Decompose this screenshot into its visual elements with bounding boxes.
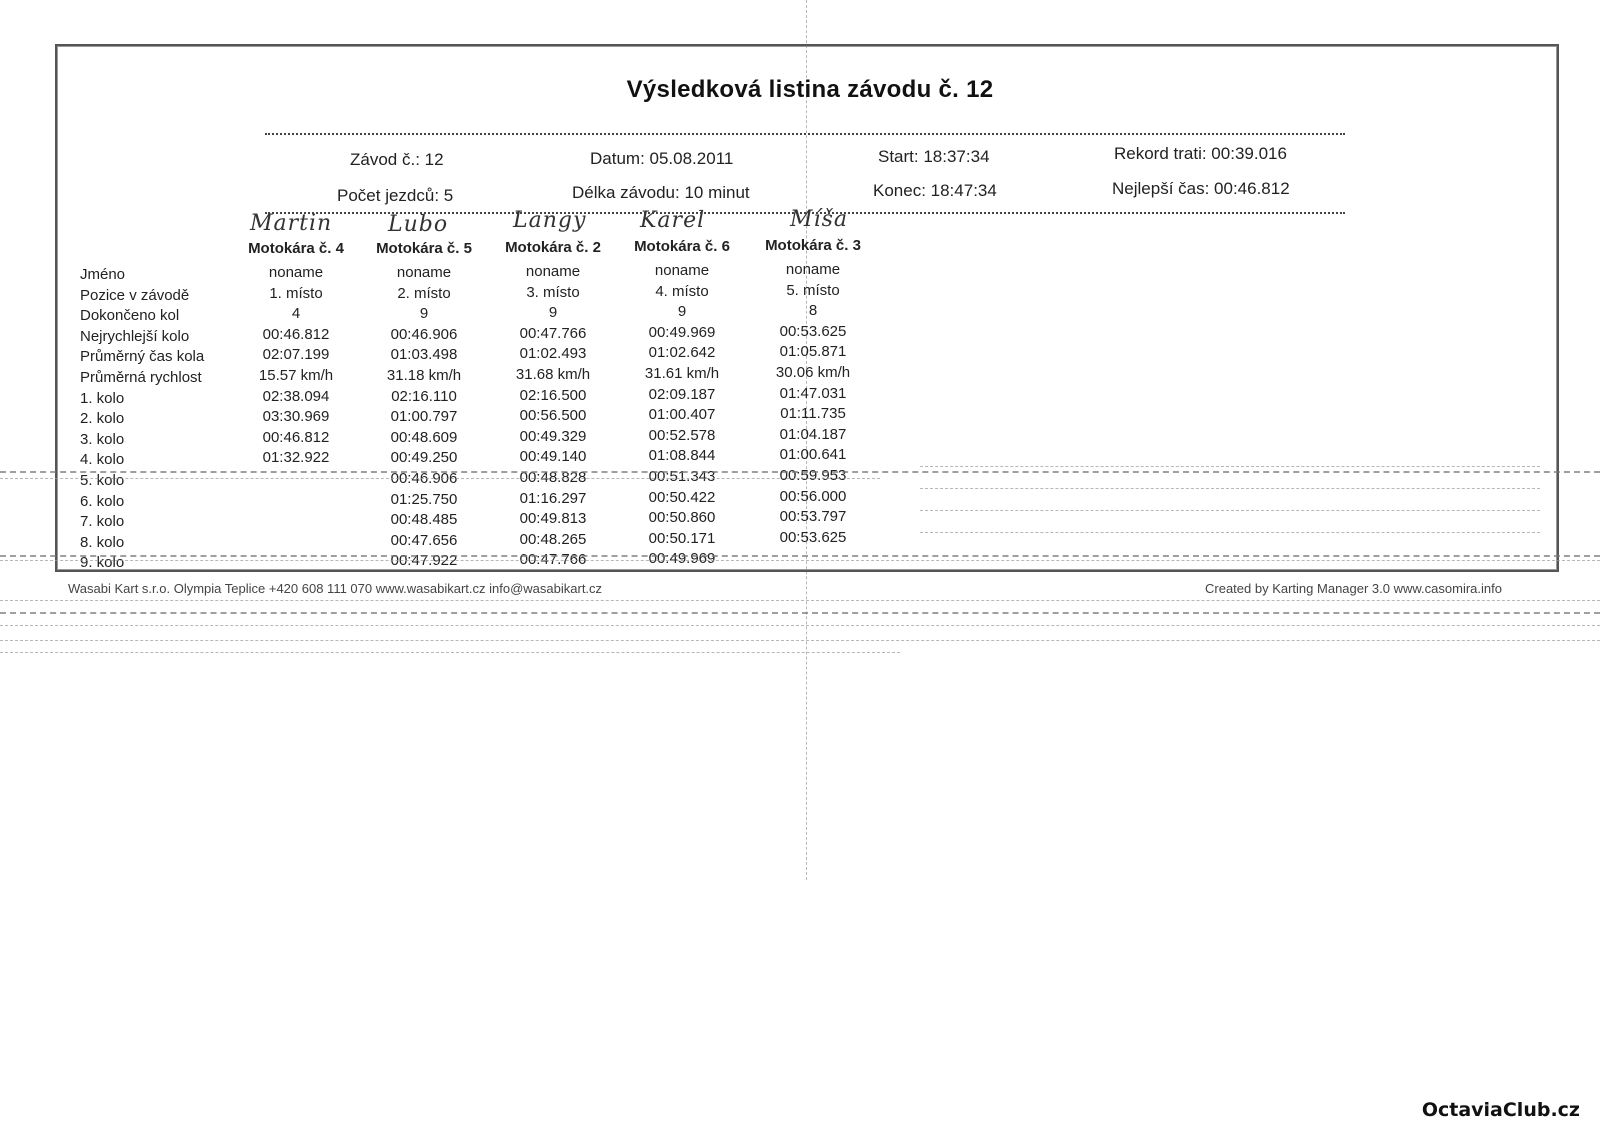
table-cell: noname [654,262,710,279]
kart-header: Motokára č. 6 [634,238,730,255]
race-length: Délka závodu: 10 minut [572,183,750,202]
row-label: 8. kolo [80,533,125,551]
table-cell: 00:46.812 [262,325,330,343]
table-cell: 00:53.625 [779,528,847,546]
scan-noise [0,471,1600,473]
table-cell: 01:02.642 [648,344,716,362]
kart-header: Motokára č. 5 [376,240,472,257]
row-label: 4. kolo [80,451,125,469]
scan-noise [920,466,1540,467]
handwritten-name: Míša [790,207,848,232]
table-cell: 9 [677,303,687,321]
page-title: Výsledková listina závodu č. 12 [626,76,994,103]
table-cell: 01:00.797 [390,408,458,426]
scan-noise [0,478,880,479]
footer-software: Created by Karting Manager 3.0 www.casomira.info [1205,581,1502,596]
table-cell: 00:50.422 [648,488,716,506]
handwritten-name: Martin [250,211,333,236]
table-cell: 00:49.969 [648,323,716,341]
table-cell: 01:32.922 [262,449,330,467]
table-cell: 00:46.906 [390,470,458,487]
table-cell: 00:51.343 [648,468,716,485]
table-cell: 01:02.493 [519,345,587,363]
table-cell: 00:49.250 [390,449,458,467]
scan-noise [0,625,1600,626]
table-cell: 4. místo [655,282,709,300]
table-cell: 00:48.265 [519,530,587,548]
table-cell: 01:00.641 [779,446,847,464]
table-cell: 02:16.500 [519,386,587,404]
race-end: Konec: 18:47:34 [873,181,997,200]
table-cell: 00:49.813 [519,510,587,528]
table-cell: 01:25.750 [390,490,458,508]
table-cell: 01:47.031 [779,384,847,402]
table-cell: 02:09.187 [648,385,716,403]
table-cell: noname [785,261,841,278]
table-cell: 00:50.860 [648,509,716,527]
handwritten-name: Langy [513,208,587,233]
watermark-brand: OctaviaClub.cz [1421,1099,1580,1121]
table-cell: 8 [808,302,818,320]
footer-company: Wasabi Kart s.r.o. Olympia Teplice +420 608 111 070 www.wasabikart.cz info@wasabikart.cz [68,581,603,596]
table-cell: 01:03.498 [390,346,458,364]
table-cell: 00:53.797 [779,508,847,526]
race-start: Start: 18:37:34 [878,147,990,166]
row-label: Pozice v závodě [80,286,190,304]
table-cell: 01:05.871 [779,343,847,361]
table-cell: 15.57 km/h [258,367,334,384]
table-cell: 01:04.187 [779,425,847,443]
table-cell: 00:47.766 [519,551,587,569]
scan-noise [920,510,1540,511]
table-cell: 01:08.844 [648,447,716,465]
row-label: 2. kolo [80,410,125,428]
table-cell: 00:49.140 [519,448,587,466]
scan-noise [0,612,1600,614]
table-cell: 30.06 km/h [775,364,851,381]
table-cell: 00:53.625 [779,322,847,340]
scan-noise [0,555,1600,557]
table-cell: 02:38.094 [262,387,330,405]
table-cell: 01:11.735 [780,405,846,423]
kart-header: Motokára č. 2 [505,239,601,256]
table-cell: 5. místo [786,281,840,299]
row-label: 3. kolo [80,430,125,448]
table-cell: 00:47.766 [519,324,587,342]
table-cell: 01:16.297 [519,489,587,507]
table-cell: noname [396,264,452,281]
handwritten-name: Karel [640,208,706,233]
row-label: Průměrná rychlost [80,369,202,386]
row-label: Jméno [80,266,126,283]
table-cell: 01:00.407 [648,406,716,424]
scan-noise [920,532,1540,533]
driver-count: Počet jezdců: 5 [337,186,454,205]
table-cell: 9 [548,304,558,322]
table-cell: 9 [419,305,429,323]
table-cell: 2. místo [397,284,451,302]
table-cell: 00:48.485 [390,511,458,529]
table-cell: 00:47.922 [390,552,458,570]
table-cell: 3. místo [526,283,580,301]
table-cell: 00:47.656 [390,531,458,549]
table-cell: 02:16.110 [391,387,457,405]
table-cell: 1. místo [269,284,323,302]
scan-noise [0,652,900,653]
row-label: 7. kolo [80,513,125,531]
handwritten-name: Lubo [388,212,449,237]
scan-noise [920,488,1540,489]
scan-noise [0,600,1600,601]
table-cell: noname [525,263,581,280]
scan-noise [0,560,1600,561]
row-label: Průměrný čas kola [80,348,205,366]
table-cell: 00:46.812 [262,428,330,446]
table-cell: 00:46.906 [390,325,458,343]
top-divider [265,133,1345,135]
table-cell: 31.61 km/h [644,365,720,382]
table-cell: 02:07.199 [262,346,330,364]
kart-header: Motokára č. 3 [765,237,861,254]
table-cell: 00:49.329 [519,427,587,445]
race-date: Datum: 05.08.2011 [590,149,734,168]
table-cell: 4 [291,305,301,323]
row-label: Nejrychlejší kolo [80,327,190,345]
table-cell: 31.18 km/h [386,367,462,384]
row-label: 1. kolo [80,389,125,407]
table-cell: 00:56.500 [519,407,587,425]
best-time: Nejlepší čas: 00:46.812 [1112,179,1290,198]
table-cell: 00:59.953 [779,467,847,484]
table-cell: 00:52.578 [648,426,716,444]
row-label: 9. kolo [80,554,125,572]
table-cell: 00:56.000 [779,487,847,505]
table-cell: noname [268,264,324,281]
kart-header: Motokára č. 4 [248,240,344,257]
scan-noise [0,640,1600,641]
table-cell: 00:48.609 [390,428,458,446]
row-label: Dokončeno kol [80,307,180,325]
track-record: Rekord trati: 00:39.016 [1114,144,1287,163]
table-cell: 00:48.828 [519,469,587,486]
row-label: 5. kolo [80,472,125,489]
table-cell: 03:30.969 [262,408,330,426]
table-cell: 00:49.969 [648,550,716,568]
table-cell: 00:50.171 [648,529,716,547]
race-number: Závod č.: 12 [350,150,444,169]
table-cell: 31.68 km/h [515,366,591,383]
row-label: 6. kolo [80,492,125,510]
